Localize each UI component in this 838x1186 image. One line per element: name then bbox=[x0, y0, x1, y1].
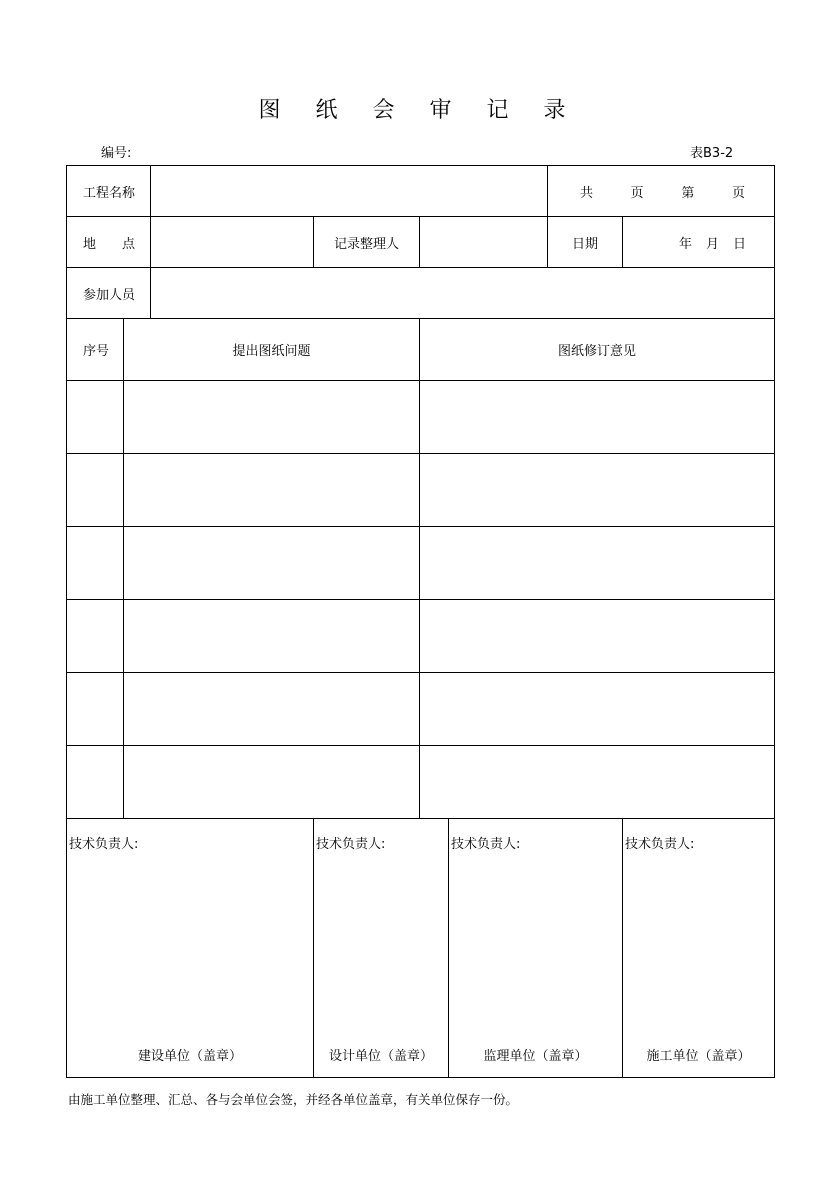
signature-unit: 施工单位（盖章） bbox=[646, 1049, 751, 1064]
signature-block-designer[interactable] bbox=[314, 819, 449, 1078]
month-char: 月 bbox=[706, 236, 720, 252]
page-char-2: 页 bbox=[731, 185, 745, 201]
issue-cell[interactable] bbox=[124, 600, 420, 673]
seq-header: 序号 bbox=[67, 319, 124, 381]
signatures-row bbox=[67, 819, 775, 1078]
year-char: 年 bbox=[679, 236, 693, 252]
seq-cell[interactable] bbox=[67, 381, 124, 454]
issue-cell[interactable] bbox=[124, 746, 420, 819]
attendees-field[interactable] bbox=[151, 268, 775, 319]
project-name-field[interactable] bbox=[151, 166, 548, 217]
page-title: 图 纸 会 审 记 录 bbox=[258, 98, 580, 123]
page-char-1: 页 bbox=[630, 185, 644, 201]
attendees-row bbox=[67, 268, 775, 319]
project-name-label: 工程名称 bbox=[67, 166, 151, 217]
review-record-form bbox=[66, 165, 775, 1078]
revision-cell[interactable] bbox=[420, 454, 775, 527]
table-row bbox=[67, 746, 775, 819]
table-row bbox=[67, 381, 775, 454]
form-code: 表B3-2 bbox=[690, 146, 734, 161]
seq-cell[interactable] bbox=[67, 673, 124, 746]
signature-head: 技术负责人: bbox=[69, 837, 139, 852]
issue-cell[interactable] bbox=[124, 381, 420, 454]
revision-cell[interactable] bbox=[420, 381, 775, 454]
revision-cell[interactable] bbox=[420, 527, 775, 600]
seq-cell[interactable] bbox=[67, 454, 124, 527]
signature-unit: 监理单位（盖章） bbox=[483, 1049, 588, 1064]
project-row bbox=[67, 166, 775, 217]
signature-unit: 建设单位（盖章） bbox=[138, 1049, 243, 1064]
issue-cell[interactable] bbox=[124, 454, 420, 527]
signature-head: 技术负责人: bbox=[451, 837, 521, 852]
serial-number-label: 编号: bbox=[101, 146, 132, 161]
signature-block-owner[interactable] bbox=[67, 819, 314, 1078]
signature-block-contractor[interactable] bbox=[623, 819, 775, 1078]
nth-char: 第 bbox=[681, 185, 695, 201]
footer-note: 由施工单位整理、汇总、各与会单位会签，并经各单位盖章，有关单位保存一份。 bbox=[68, 1092, 519, 1107]
seq-cell[interactable] bbox=[67, 527, 124, 600]
signature-block-supervisor[interactable] bbox=[449, 819, 623, 1078]
issue-cell[interactable] bbox=[124, 673, 420, 746]
attendees-label: 参加人员 bbox=[67, 268, 151, 319]
issues-header-row bbox=[67, 319, 775, 381]
revision-header: 图纸修订意见 bbox=[420, 319, 775, 381]
total-char: 共 bbox=[580, 185, 594, 201]
day-char: 日 bbox=[732, 236, 746, 252]
issue-cell[interactable] bbox=[124, 527, 420, 600]
issue-header: 提出图纸问题 bbox=[124, 319, 420, 381]
revision-cell[interactable] bbox=[420, 673, 775, 746]
location-row bbox=[67, 217, 775, 268]
date-field[interactable] bbox=[623, 217, 775, 268]
seq-cell[interactable] bbox=[67, 600, 124, 673]
page-count-field[interactable] bbox=[548, 166, 775, 217]
location-label: 地 点 bbox=[67, 217, 151, 268]
recorder-field[interactable] bbox=[420, 217, 548, 268]
revision-cell[interactable] bbox=[420, 746, 775, 819]
table-row bbox=[67, 454, 775, 527]
signature-head: 技术负责人: bbox=[316, 837, 386, 852]
revision-cell[interactable] bbox=[420, 600, 775, 673]
table-row bbox=[67, 527, 775, 600]
signature-unit: 设计单位（盖章） bbox=[329, 1049, 434, 1064]
seq-cell[interactable] bbox=[67, 746, 124, 819]
table-row bbox=[67, 600, 775, 673]
table-row bbox=[67, 673, 775, 746]
recorder-label: 记录整理人 bbox=[314, 217, 420, 268]
location-field[interactable] bbox=[151, 217, 314, 268]
date-label: 日期 bbox=[548, 217, 623, 268]
signature-head: 技术负责人: bbox=[625, 837, 695, 852]
